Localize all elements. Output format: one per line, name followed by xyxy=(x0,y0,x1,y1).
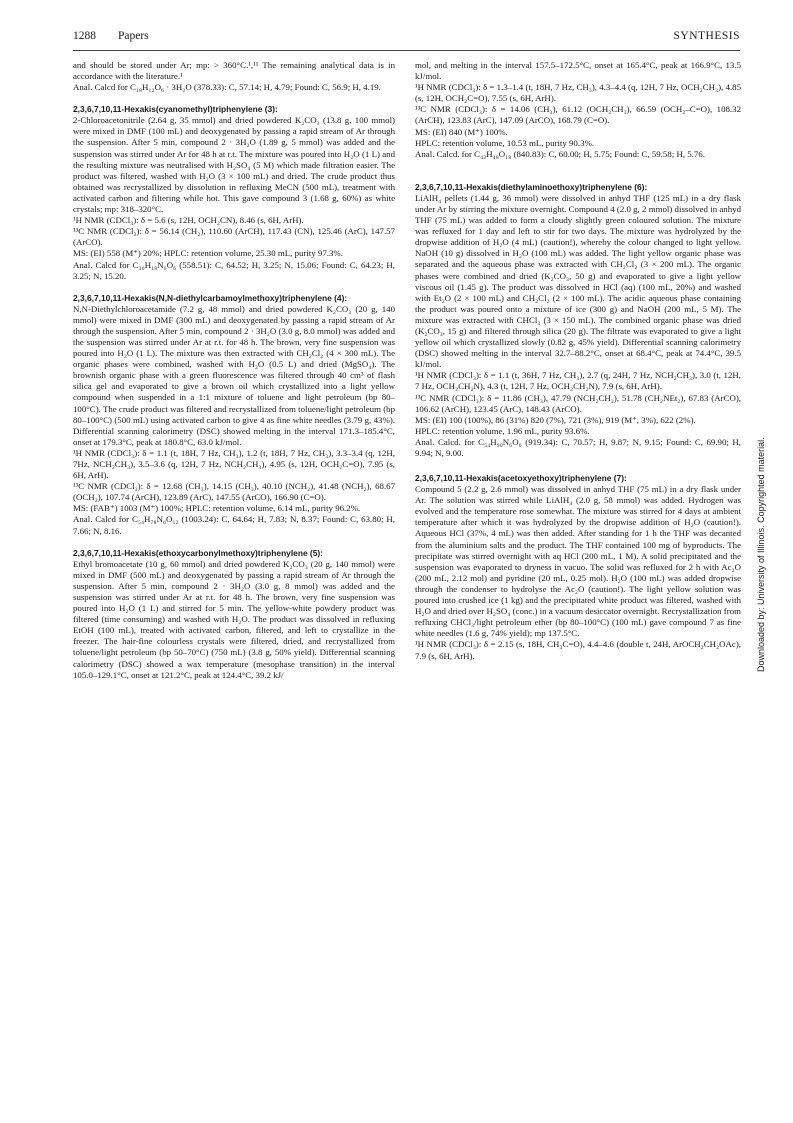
compound-section xyxy=(415,473,741,662)
compound-heading: 2,3,6,7,10,11-Hexakis(diethylaminoethoxy)triphenylene (6): xyxy=(415,181,648,192)
body-paragraph: ¹H NMR (CDCl₃): δ = 1.1 (t, 18H, 7 Hz, CH₃), 1.2 (t, 18H, 7 Hz, CH₃), 3.3–3.4 (q, 12H, 7Hz, NCH₂CH₃), 3.5–3.6 (q, 12H, 7 Hz, NCH₂CH₃), 4.95 (s, 12H, OCH₂C=O), 7.95 (s, 6H, ArH). xyxy=(73,447,395,481)
intro-paragraph: Anal. Calcd for C₁₈H₁₂O₆ · 3H₂O (378.33): C, 57.14; H, 4.79; Found: C, 56.9; H, 4.19. xyxy=(73,82,381,93)
compound-heading: 2,3,6,7,10,11-Hexakis(acetoxyethoxy)triphenylene (7): xyxy=(415,473,627,484)
page-number: 1288 xyxy=(73,30,96,42)
left-column xyxy=(73,60,395,681)
download-watermark: Downloaded by: University of Illinois. Copyrighted material. xyxy=(756,437,766,672)
body-paragraph: HPLC: retention volume, 1.96 mL, purity 93.6%. xyxy=(415,425,590,436)
compound-section xyxy=(73,104,395,281)
body-paragraph: Ethyl bromoacetate (10 g, 60 mmol) and dried powdered K₂CO₃ (20 g, 140 mmol) were mixed in DMF (500 mL) and deoxygenated by passing a rapid stream of Ar through the suspension. After 5 min, compound 2 · 3H₂O (3.0 g, 8 mmol) was added and the suspension was stirred under Ar at r.t. for 48 h. The brown, very fine suspension was poured into H₂O (1 L) and stirred for 5 min. The yellow-white powdery product was filtered (time consuming) and washed with H₂O. The product was dissolved in refluxing EtOH (100 mL), treated with activated carbon, filtered, and left to crystallize in the freezer. The hair-fine colourless crystals were filtered, dried, and recrystallized from toluene/light petroleum (bp 50–70°C) (750 mL) (3.8 g, 50% yield). Differential scanning calorimetry (DSC) showed a wax temperature (mesophase transition) in the interval 105.0–129.1°C, onset at 121.2°C, peak at 124.4°C, 39.2 kJ/ xyxy=(73,558,395,680)
right-column xyxy=(415,60,741,662)
body-paragraph: ¹H NMR (CDCl₃): δ = 2.15 (s, 18H, CH₃C=O), 4.4–4.6 (double t, 24H, ArOCH₂CH₂OAc), 7.9 (s, 6H, ArH). xyxy=(415,639,741,661)
body-paragraph: Anal. Calcd for C₃₀H₁₈N₆O₆ (558.51): C, 64.52; H, 3.25; N, 15.06; Found: C, 64.23; H, 3.25; N, 15.20. xyxy=(73,259,395,281)
intro-paragraph: mol, and melting in the interval 157.5–172.5°C, onset at 165.4°C, peak at 166.9°C, 13.5 kJ/mol. xyxy=(415,60,741,82)
compound-section xyxy=(73,293,395,537)
intro-paragraph: ¹³C NMR (CDCl₃): δ = 14.06 (CH₃), 61.12 (OCH₂CH₃), 66.59 (OCH₂–C=O), 108.32 (ArCH), 123.83 (ArC), 147.09 (ArCO), 168.79 (C=O). xyxy=(415,104,741,126)
body-paragraph: ¹³C NMR (CDCl₃): δ = 11.86 (CH₃), 47.79 (NCH₂CH₃), 51.78 (CH₂NEt₂), 67.83 (ArCO), 106.62 (ArCH), 123.45 (ArC), 148.43 (ArCO). xyxy=(415,392,741,414)
body-paragraph: ¹H NMR (CDCl₃): δ = 1.1 (t, 36H, 7 Hz, CH₃), 2.7 (q, 24H, 7 Hz, NCH₂CH₃), 3.0 (t, 12H, 7 Hz, OCH₂CH₂N), 4.3 (t, 12H, 7 Hz, OCH₂CH₂N), 7.9 (s, 6H, ArH). xyxy=(415,370,741,392)
intro-paragraph: Anal. Calcd. for C₄₂H₄₈O₁₈ (840.83): C, 60.00; H, 5.75; Found: C, 59.58; H, 5.76. xyxy=(415,148,705,159)
header-rule xyxy=(73,50,740,51)
compound-section xyxy=(73,548,395,681)
body-paragraph: LiAlH₄ pellets (1.44 g, 36 mmol) were dissolved in anhyd THF (125 mL) in a dry flask under Ar by stirring the mixture overnight. Compound 4 (2.0 g, 2 mmol) dissolved in anhyd THF (75 mL) was added to form a cloudy slightly green coloured solution. The mixture was refluxed for 1 day and left to stir for two days. The mixture was hydrolyzed by the dropwise addition of H₂O (4 mL) (caution!), whereby the colour changed to light yellow. NaOH (10 g) dissolved in H₂O (100 mL) was added. The light yellow organic phase was separated and the aqueous phase was extracted with CH₂Cl₂ (3 × 200 mL). The organic phases were combined and dried (K₂CO₃, 50 g) and evaporated to give a light yellow viscous oil (1.45 g). The product was dissolved in HCl (aq) (100 mL, 20%) and washed with Et₂O (2 × 100 mL) and CH₂Cl₂ (2 × 100 mL). The acidic aqueous phase containing the product was poured onto a mixture of ice (300 g) and NaOH (200 mL, 5 M). The mixture was extracted with CHCl₃ (3 × 150 mL). The combined organic phase was dried (K₂CO₃, 15 g) and filtered through silica (20 g). The filtrate was evaporated to give a light yellow oil which crystallized slowly (0.82 g, 45% yield). Differential scanning calorimetry (DSC) showed melting in the interval 32.7–88.2°C, onset at 68.4°C, peak at 74.4°C, 39.5 kJ/mol. xyxy=(415,192,741,370)
compound-heading: 2,3,6,7,10,11-Hexakis(N,N-diethylcarbamoylmethoxy)triphenylene (4): xyxy=(73,292,348,303)
intro-paragraph: and should be stored under Ar; mp: > 360°C.¹,¹¹ The remaining analytical data is in accordance with the literature.¹ xyxy=(73,60,395,82)
body-paragraph: MS: (EI) 100 (100%), 86 (31%) 820 (7%), 721 (3%), 919 (M⁺, 3%), 622 (2%). xyxy=(415,414,696,425)
body-paragraph: Compound 5 (2.2 g, 2.6 mmol) was dissolved in anhyd THF (75 mL) in a dry flask under Ar. The solution was stirred while LiAlH₄ (2.0 g, 58 mmol) was added. Hydrogen was evolved and the temperature rose somewhat. The mixture was stirred for 4 days at ambient temperature after which it was hydrolyzed by the dropwise addition of H₂O (caution!). Aqueous HCl (37%, 4 mL) was then added. After standing for 1 h the THF was decanted from the aluminium salts and the product. The THF contained 100 mg of byproducts. The precipitate was stirred overnight with aq HCl (200 mL, 1 M). A solid precipitated and the suspension was evaporated to dryness in vacuo. The solid was refluxed for 2 h with Ac₂O (200 mL, 2.12 mol) and pyridine (20 mL, 0.25 mol). H₂O (100 mL) was added dropwise through the condenser to hydrolyse the Ac₂O (caution!). The light yellow solution was poured into crushed ice (1 kg) and the precipitated white product was filtered, washed with H₂O and dried over H₂SO₄ (conc.) in a vacuum desiccator overnight. Recrystallization from refluxing CHCl₃/light petroleum ether (bp 80–100°C) (100 mL) gave compound 7 as fine white needles (1.6 g, 74% yield); mp 137.5°C. xyxy=(415,484,741,639)
compound-heading: 2,3,6,7,10,11-Hexakis(cyanomethyl)triphenylene (3): xyxy=(73,104,278,115)
body-paragraph: ¹³C NMR (CDCl₃): δ = 12.68 (CH₃), 14.15 (CH₃), 40.10 (NCH₂), 41.48 (NCH₂), 68.67 (OCH₂), 107.74 (ArCH), 123.89 (ArC), 147.55 (ArCO), 166.90 (C=O). xyxy=(73,481,395,503)
body-paragraph: 2-Chloroacetonitrile (2.64 g, 35 mmol) and dried powdered K₂CO₃ (13.8 g, 100 mmol) were mixed in DMF (100 mL) and deoxygenated by passing a rapid stream of Ar through the suspension. After 5 min, compound 2 · 3H₂O (1.89 g, 5 mmol) was added and the suspension was stirred under Ar for 48 h at r.t. The mixture was poured into H₂O (1 L) and the resulting mixture was neutralised with H₂SO₄ (5 M) which made filtration easier. The product was filtered, washed with H₂O (3 × 100 mL) and dried. The crude product thus obtained was recrystallized by dissolution in refluxing MeCN (500 mL), treatment with activated carbon and filtering while hot. This gave compound 3 (1.68 g, 60%) as white crystals; mp: 318–320°C. xyxy=(73,115,395,215)
body-paragraph: MS: (EI) 558 (M⁺) 20%; HPLC: retention volume, 25.30 mL, purity 97.3%. xyxy=(73,248,343,259)
body-paragraph: ¹³C NMR (CDCl₃): δ = 56.14 (CH₂), 110.60 (ArCH), 117.43 (CN), 125.46 (ArC), 147.57 (ArCO). xyxy=(73,226,395,248)
intro-paragraph: HPLC: retention volume, 10.53 mL, purity 90.3%. xyxy=(415,137,595,148)
intro-paragraph: ¹H NMR (CDCl₃): δ = 1.3–1.4 (t, 18H, 7 Hz, CH₃), 4.3–4.4 (q, 12H, 7 Hz, OCH₂CH₃), 4.85 (s, 12H, OCH₂C=O), 7.55 (s, 6H, ArH). xyxy=(415,82,741,104)
compound-heading: 2,3,6,7,10,11-Hexakis(ethoxycarbonylmethoxy)triphenylene (5): xyxy=(73,547,323,558)
body-paragraph: Anal. Calcd. for C₅₄H₉₀N₆O₆ (919.34): C, 70.57; H, 9.87; N, 9.15; Found: C, 69.90; H, 9.94; N, 9.00. xyxy=(415,436,741,458)
compound-section xyxy=(415,182,741,459)
body-paragraph: Anal. Calcd for C₅₄H₇₈N₆O₁₂ (1003.24): C, 64.64; H, 7.83; N, 8.37; Found: C, 63.80; H, 7.66; N, 8.16. xyxy=(73,514,395,536)
journal-section: Papers xyxy=(118,30,149,42)
journal-name: SYNTHESIS xyxy=(673,30,740,42)
body-paragraph: MS: (FAB⁺) 1003 (M⁺) 100%; HPLC: retention volume, 6.14 mL, purity 96.2%. xyxy=(73,503,361,514)
page-header xyxy=(73,30,740,46)
body-paragraph: ¹H NMR (CDCl₃): δ = 5.6 (s, 12H, OCH₂CN), 8.46 (s, 6H, ArH). xyxy=(73,215,304,226)
body-paragraph: N,N-Diethylchloroacetamide (7.2 g, 48 mmol) and dried powdered K₂CO₃ (20 g, 140 mmol) were mixed in DMF (300 mL) and deoxygenated by passing a rapid stream of Ar through the suspension. After 5 min, compound 2 · 3H₂O (3.0 g, 8.0 mmol) was added and the suspension was stirred under Ar at r.t. for 48 h. The brown, very fine suspension was poured into H₂O (1 L). The mixture was then extracted with CH₂Cl₂ (4 × 300 mL). The organic phases were combined, washed with H₂O (0.5 L) and dried (MgSO₄). The brownish organic phase with a green fluorescence was filtered through 40 cm³ of flash silica gel and evaporated to give a brown oil which crystallized into a light yellow compound when suspended in a 1:1 mixture of toluene and light petroleum (bp 80–100°C). The crude product was filtered and recrystallized from toluene/light petroleum (bp 80–100°C) (500 mL) using activated carbon to give 4 as fine white needles (3.79 g, 43%). Differential scanning calorimetry (DSC) showed melting in the interval 171.3–185.4°C, onset at 179.3°C, peak at 180.8°C, 63.0 kJ/mol. xyxy=(73,303,395,447)
intro-paragraph: MS: (EI) 840 (M⁺) 100%. xyxy=(415,126,508,137)
